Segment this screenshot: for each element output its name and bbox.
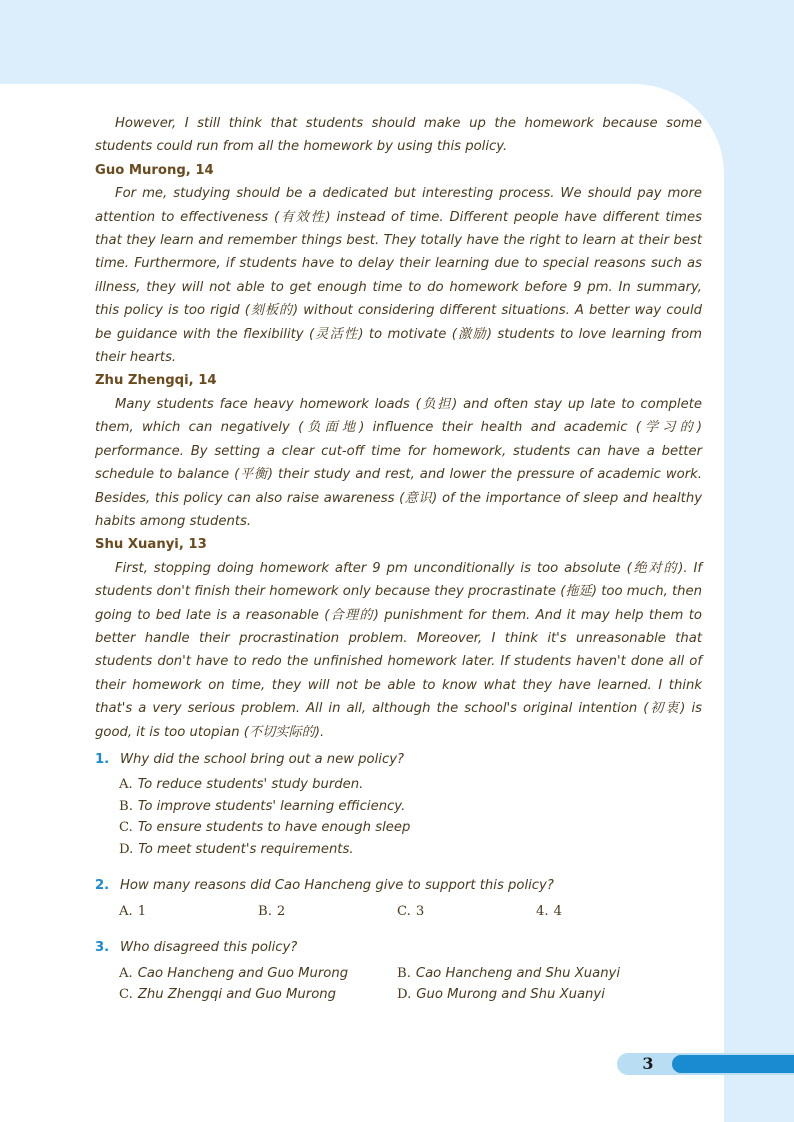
option-text: 3 [415, 903, 425, 919]
options-list [119, 774, 702, 860]
opinion-paragraph: For me, studying should be a dedicated but interesting process. We should pay more attention to effectiveness (有效性) instead of time. Different people have different times that they learn and remember things best. They totally have the right to learn at their best time. Furthermore, if students have to delay their learning due to special reasons such as illness, they will not able to get enough time to do homework before 9 pm. In summary, this policy is too rigid (刻板的) without considering different situations. A better way could be guidance with the flexibility (灵活性) to motivate (激励) students to love learning from their hearts. [95, 186, 702, 366]
page-number: 3 [642, 1054, 654, 1073]
option-a[interactable] [119, 963, 397, 985]
option-letter: A. [119, 903, 133, 919]
option-text: 1 [137, 903, 147, 919]
option-c[interactable] [119, 984, 397, 1006]
option-letter: 4. [536, 903, 549, 919]
option-letter: B. [258, 903, 272, 919]
option-b[interactable] [397, 963, 675, 985]
option-a[interactable] [119, 774, 702, 796]
option-d[interactable] [119, 839, 702, 861]
option-c[interactable] [397, 901, 536, 923]
question-number: 2. [95, 878, 110, 894]
question-3 [95, 936, 702, 1005]
option-c[interactable] [119, 817, 702, 839]
question-number: 1. [95, 751, 110, 767]
option-d[interactable] [536, 901, 675, 923]
question-text: Why did the school bring out a new policy? [120, 751, 405, 767]
option-letter: C. [119, 987, 133, 1003]
option-text: Cao Hancheng and Shu Xuanyi [415, 965, 621, 981]
options-list [119, 901, 702, 923]
option-text: Cao Hancheng and Guo Murong [137, 965, 349, 981]
question-2 [95, 874, 702, 922]
question-1 [95, 748, 702, 860]
option-letter: A. [119, 965, 133, 981]
option-a[interactable] [119, 901, 258, 923]
options-list [119, 963, 702, 1006]
option-text: 2 [276, 903, 286, 919]
author-name: Guo Murong, 14 [95, 162, 214, 178]
author-name: Shu Xuanyi, 13 [95, 537, 207, 553]
question-text: Who disagreed this policy? [120, 940, 298, 956]
option-text: To reduce students' study burden. [137, 777, 364, 793]
option-letter: B. [397, 965, 411, 981]
option-text: To meet student's requirements. [138, 841, 354, 857]
option-letter: A. [119, 777, 133, 793]
option-letter: C. [119, 820, 133, 836]
question-text: How many reasons did Cao Hancheng give to support this policy? [120, 878, 554, 894]
option-text: To ensure students to have enough sleep [137, 820, 411, 836]
question-number: 3. [95, 940, 110, 956]
intro-paragraph: However, I still think that students should make up the homework because some students could run from all the homework by using this policy. [95, 116, 702, 155]
option-text: 4 [553, 903, 562, 919]
option-text: Zhu Zhengqi and Guo Murong [137, 987, 337, 1003]
page-content [95, 112, 702, 1006]
option-text: Guo Murong and Shu Xuanyi [416, 987, 605, 1003]
opinion-paragraph: First, stopping doing homework after 9 pm unconditionally is too absolute (绝对的). If students don't finish their homework only because they procrastinate (拖延) too much, then going to bed late is a reasonable (合理的) punishment for them. And it may help them to better handle their procrastination problem. Moreover, I think it's unreasonable that students don't have to redo the unfinished homework later. If students haven't done all of their homework on time, they will not be able to know what they have learned. I think that's a very serious problem. All in all, although the school's original intention (初衷) is good, it is too utopian (不切实际的). [95, 560, 702, 740]
author-name: Zhu Zhengqi, 14 [95, 373, 217, 389]
opinion-paragraph: Many students face heavy homework loads (负担) and often stay up late to complete them, which can negatively (负面地) influence their health and academic (学习的) performance. By setting a clear cut-off time for homework, students can have a better schedule to balance (平衡) their study and rest, and lower the pressure of academic work. Besides, this policy can also raise awareness (意识) of the importance of sleep and healthy habits among students. [95, 396, 702, 529]
page-number-bar-accent [672, 1055, 794, 1073]
option-letter: D. [119, 841, 134, 857]
option-d[interactable] [397, 984, 675, 1006]
option-b[interactable] [258, 901, 397, 923]
option-letter: C. [397, 903, 411, 919]
option-letter: B. [119, 798, 133, 814]
option-b[interactable] [119, 796, 702, 818]
option-text: To improve students' learning efficiency. [137, 798, 406, 814]
option-letter: D. [397, 987, 412, 1003]
